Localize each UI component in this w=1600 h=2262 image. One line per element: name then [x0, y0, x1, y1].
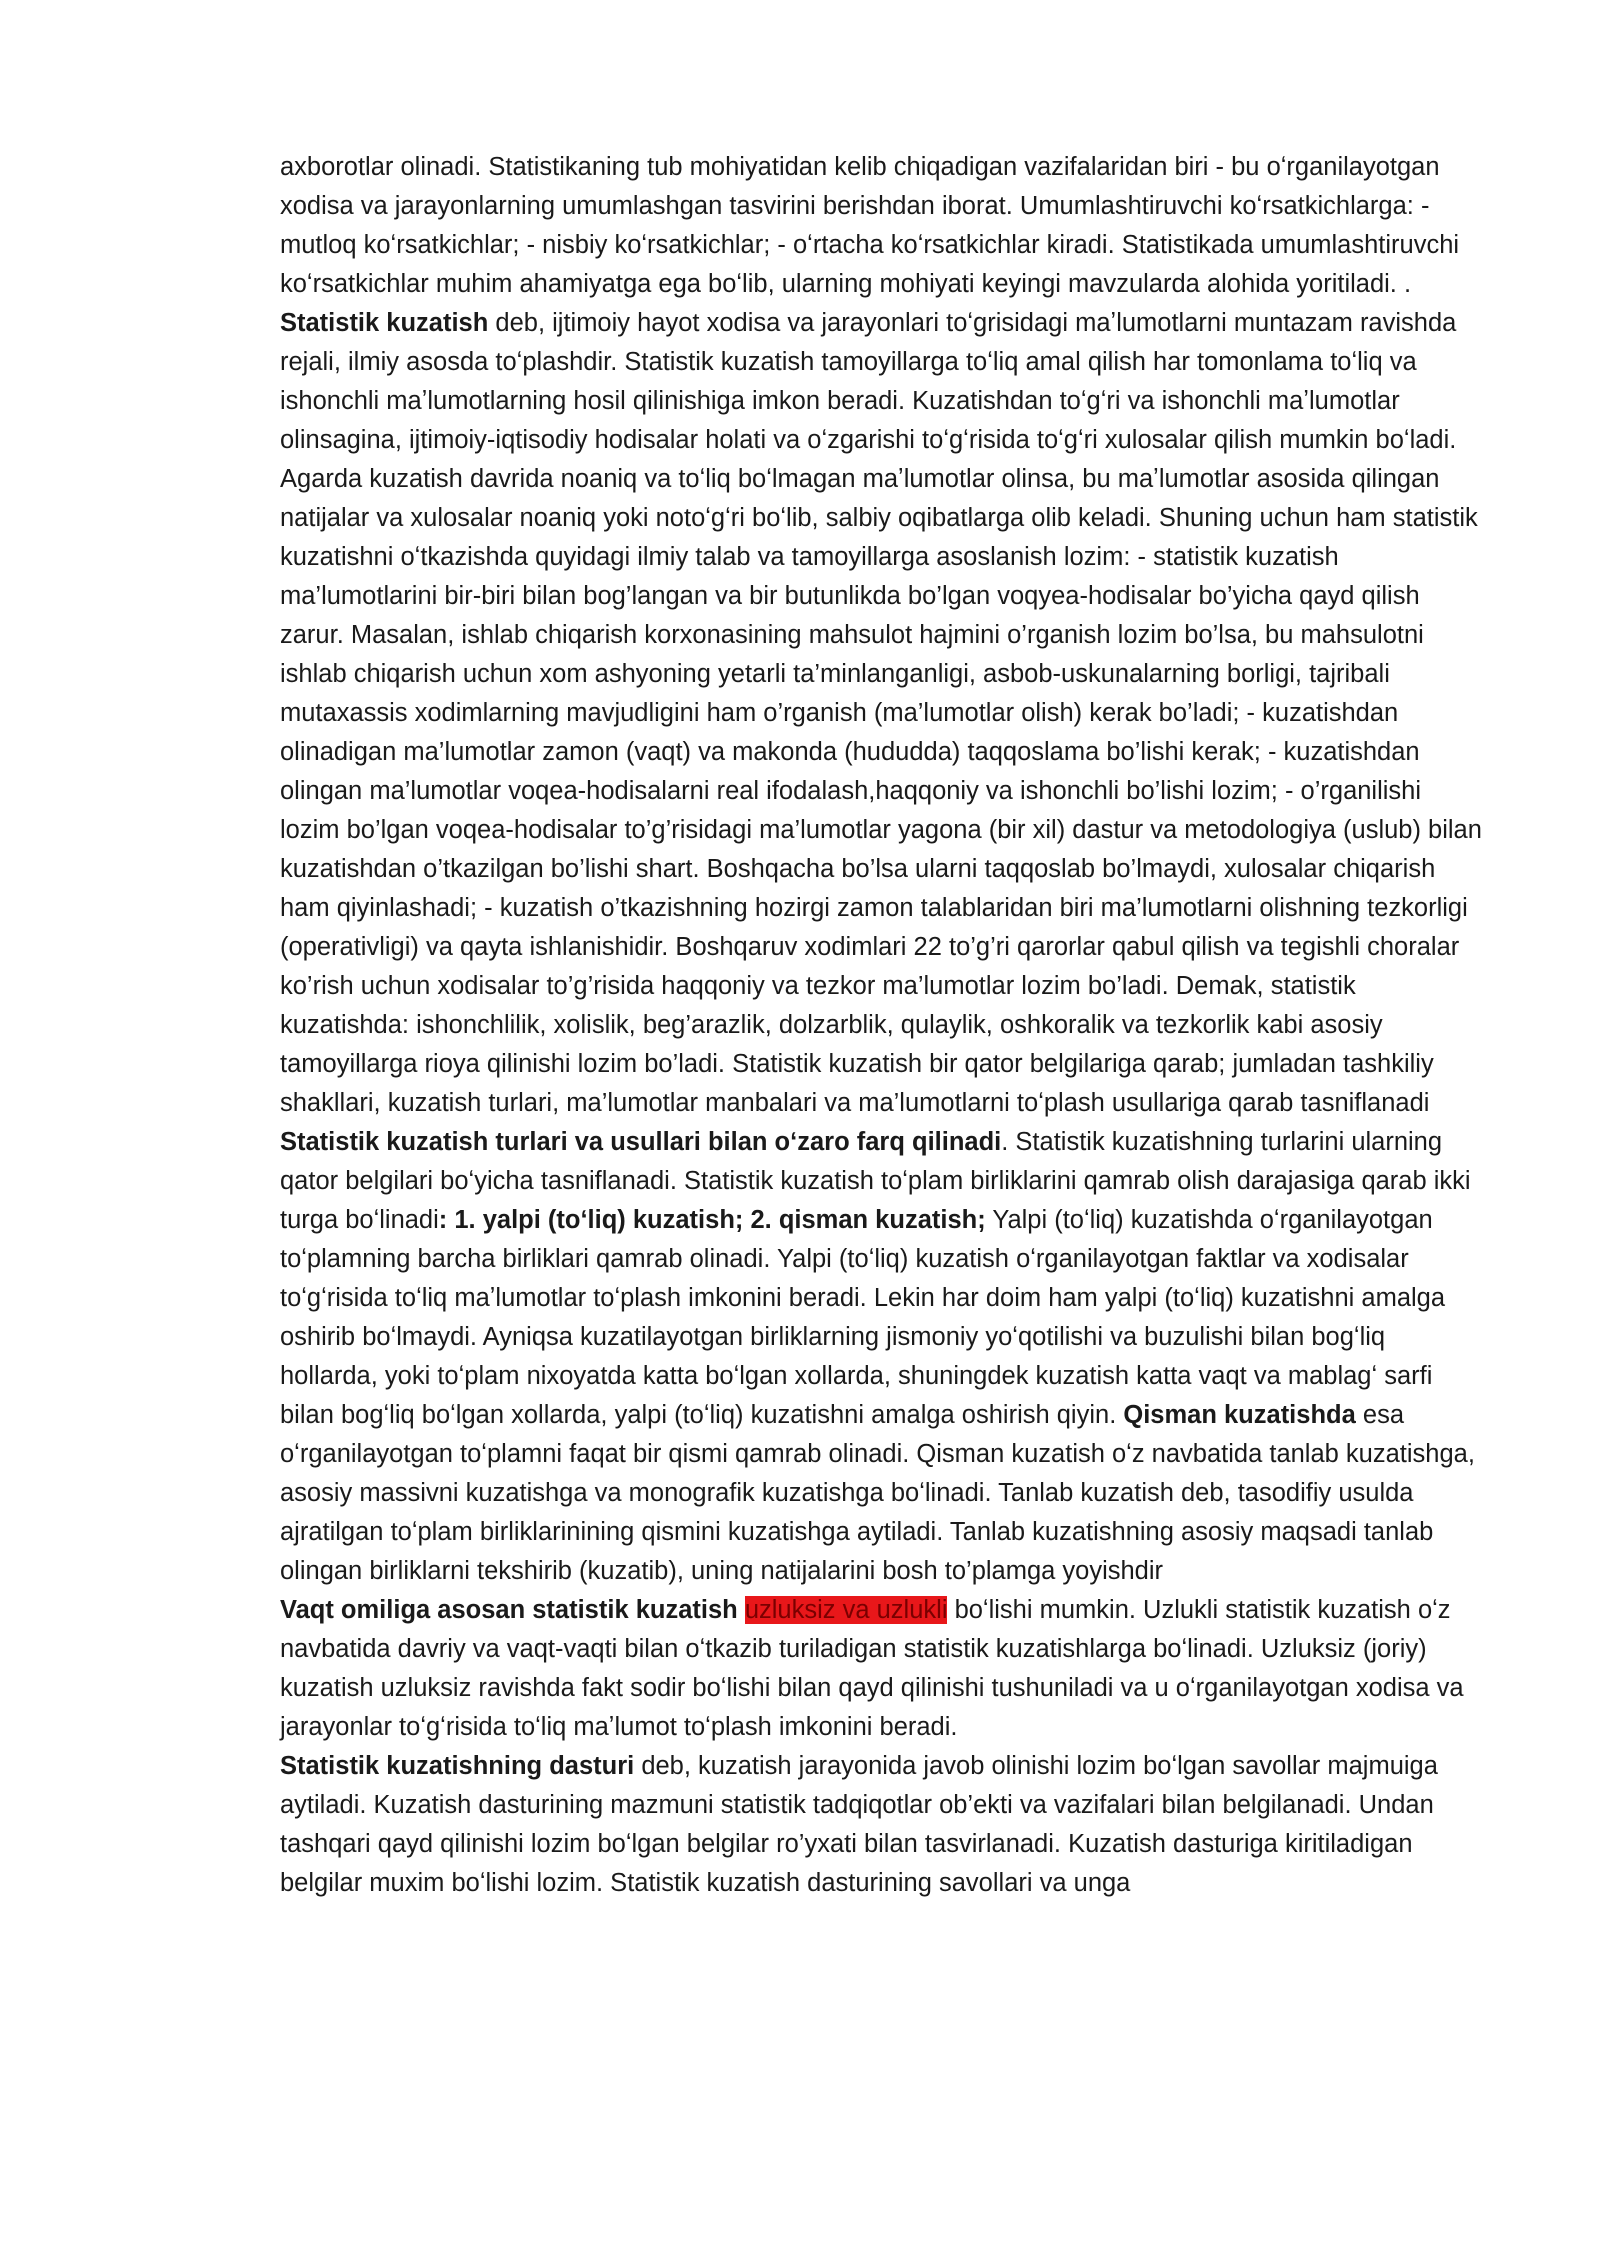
term-kuzatish-dasturi: Statistik kuzatishning dasturi [280, 1752, 635, 1780]
term-vaqt-omiliga: Vaqt omiliga asosan statistik kuzatish [280, 1596, 738, 1624]
term-qisman-kuzatishda: Qisman kuzatishda [1116, 1401, 1356, 1429]
paragraph-3-text-1: . Statistik kuzatishning turlarini ularning qator belgilari boʻyicha tasniflanadi. Statistik kuzatish toʻplam birliklarini qamrab olish darajasiga qarab ikki turga boʻlinadi [280, 1128, 1471, 1234]
document-page [280, 148, 1485, 1903]
paragraph-3 [280, 1123, 1485, 1591]
paragraph-2-text: deb, ijtimoiy hayot xodisa va jarayonlari toʻgrisidagi maʼlumotlarni muntazam ravishda rejali, ilmiy asosda toʻplashdir. Statistik kuzatish tamoyillarga toʻliq amal qilish har tomonlama toʻliq va ishonchli maʼlumotlarning hosil qilinishiga imkon beradi. Kuzatishdan toʻgʻri va ishonchli maʼlumotlar olinsagina, ijtimoiy-iqtisodiy hodisalar holati va oʻzgarishi toʻgʻrisida toʻgʻri xulosalar qilish mumkin boʻladi. Agarda kuzatish davrida noaniq va toʻliq boʻlmagan maʼlumotlar olinsa, bu maʼlumotlar asosida qilingan natijalar va xulosalar noaniq yoki notoʻgʻri boʻlib, salbiy oqibatlarga olib keladi. Shuning uchun ham statistik kuzatishni oʻtkazishda quyidagi ilmiy talab va tamoyillarga asoslanish lozim: - statistik kuzatish ma’lumotlarini bir-biri bilan bog’langan va bir butunlikda bo’lgan voqyea-hodisalar bo’yicha qayd qilish zarur. Masalan, ishlab chiqarish korxonasining mahsulot hajmini o’rganish lozim bo’lsa, bu mahsulotni ishlab chiqarish uchun xom ashyoning yetarli ta’minlanganligi, asbob-uskunalarning borligi, tajribali mutaxassis xodimlarning mavjudligini ham o’rganish (ma’lumotlar olish) kerak bo’ladi; - kuzatishdan olinadigan ma’lumotlar zamon (vaqt) va makonda (hududda) taqqoslama bo’lishi kerak; - kuzatishdan olingan ma’lumotlar voqea-hodisalarni real ifodalash,haqqoniy va ishonchli bo’lishi lozim; - o’rganilishi lozim bo’lgan voqea-hodisalar to’g’risidagi ma’lumotlar yagona (bir xil) dastur va metodologiya (uslub) bilan kuzatishdan o’tkazilgan bo’lishi shart. Boshqacha bo’lsa ularni taqqoslab bo’lmaydi, xulosalar chiqarish ham qiyinlashadi; - kuzatish o’tkazishning hozirgi zamon talablaridan biri ma’lumotlarni olishning tezkorligi (operativligi) va qayta ishlanishidir. Boshqaruv xodimlari 22 to’g’ri qarorlar qabul qilish va tegishli choralar ko’rish uchun xodisalar to’g’risida haqqoniy va tezkor ma’lumotlar lozim bo’ladi. Demak, statistik kuzatishda: ishonchlilik, xolislik, beg’arazlik, dolzarblik, qulaylik, oshkoralik va tezkorlik kabi asosiy tamoyillarga rioya qilinishi lozim bo’ladi. Statistik kuzatish bir qator belgilariga qarab; jumladan tashkiliy shakllari, kuzatish turlari, ma’lumotlar manbalari va ma’lumotlarni toʻplash usullariga qarab tasniflanadi [280, 309, 1482, 1117]
paragraph-1: axborotlar olinadi. Statistikaning tub mohiyatidan kelib chiqadigan vazifalaridan biri - bu oʻrganilayotgan xodisa va jarayonlarning umumlashgan tasvirini berishdan iborat. Umumlashtiruvchi koʻrsatkichlarga: - mutloq koʻrsatkichlar; - nisbiy koʻrsatkichlar; - oʻrtacha koʻrsatkichlar kiradi. Statistikada umumlashtiruvchi koʻrsatkichlar muhim ahamiyatga ega boʻlib, ularning mohiyati keyingi mavzularda alohida yoritiladi. . [280, 153, 1460, 298]
highlighted-text: uzluksiz va uzlukli [744, 1596, 948, 1624]
paragraph-4-text: boʻlishi mumkin. Uzlukli statistik kuzatish oʻz navbatida davriy va vaqt-vaqti bilan oʻtkazib turiladigan statistik kuzatishlarga boʻlinadi. Uzluksiz (joriy) kuzatish uzluksiz ravishda fakt sodir boʻlishi bilan qayd qilinishi tushuniladi va u oʻrganilayotgan xodisa va jarayonlar toʻgʻrisida toʻliq maʼlumot toʻplash imkonini beradi. [280, 1596, 1464, 1741]
term-statistik-kuzatish: Statistik kuzatish [280, 309, 489, 337]
paragraph-5-text: deb, kuzatish jarayonida javob olinishi lozim boʻlgan savollar majmuiga aytiladi. Kuzatish dasturining mazmuni statistik tadqiqotlar ob’ekti va vazifalari bilan belgilanadi. Undan tashqari qayd qilinishi lozim boʻlgan belgilar ro’yxati bilan tasvirlanadi. Kuzatish dasturiga kiritiladigan belgilar muxim boʻlishi lozim. Statistik kuzatish dasturining savollari va unga [280, 1752, 1438, 1897]
paragraph-4 [280, 1591, 1485, 1747]
heading-kuzatish-turlari: Statistik kuzatish turlari va usullari bilan oʻzaro farq qilinadi [280, 1128, 1002, 1156]
paragraph-3-text-3: esa oʻrganilayotgan toʻplamni faqat bir qismi qamrab olinadi. Qisman kuzatish oʻz navbatida tanlab kuzatishga, asosiy massivni kuzatishga va monografik kuzatishga boʻlinadi. Tanlab kuzatish deb, tasodifiy usulda ajratilgan toʻplam birliklarinining qismini kuzatishga aytiladi. Tanlab kuzatishning asosiy maqsadi tanlab olingan birliklarni tekshirib (kuzatib), uning natijalarini bosh to’plamga yoyishdir [280, 1401, 1475, 1585]
paragraph-3-text-2: Yalpi (toʻliq) kuzatishda oʻrganilayotgan toʻplamning barcha birliklari qamrab olinadi. Yalpi (toʻliq) kuzatish oʻrganilayotgan faktlar va xodisalar toʻgʻrisida toʻliq maʼlumotlar toʻplash imkonini beradi. Lekin har doim ham yalpi (toʻliq) kuzatishni amalga oshirib boʻlmaydi. Ayniqsa kuzatilayotgan birliklarning jismoniy yoʻqotilishi va buzulishi bilan bogʻliq hollarda, yoki toʻplam nixoyatda katta boʻlgan xollarda, shuningdek kuzatish katta vaqt va mablagʻ sarfi bilan bogʻliq boʻlgan xollarda, yalpi (toʻliq) kuzatishni amalga oshirish qiyin. [280, 1206, 1446, 1429]
paragraph-5 [280, 1747, 1485, 1903]
term-yalpi-qisman: : 1. yalpi (toʻliq) kuzatish; 2. qisman kuzatish; [438, 1206, 986, 1234]
paragraph-2 [280, 304, 1485, 1123]
